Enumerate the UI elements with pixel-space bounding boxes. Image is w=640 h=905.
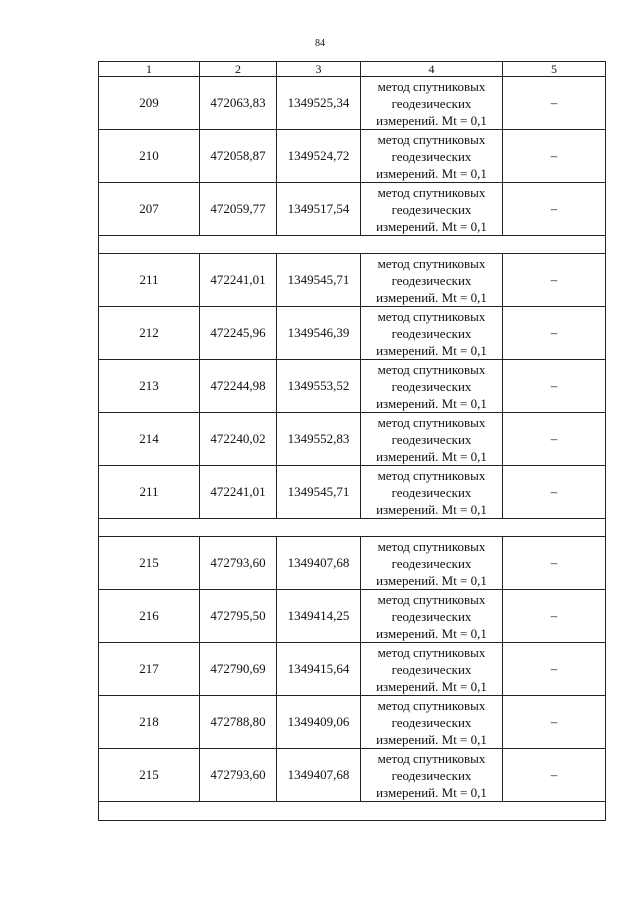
method-line: измерений. Mt = 0,1 <box>376 289 487 305</box>
table-row <box>99 360 606 413</box>
method-line: измерений. Mt = 0,1 <box>376 625 487 641</box>
group-separator-row <box>99 802 606 821</box>
method-line: геодезических <box>391 378 472 394</box>
y-coordinate-cell: 1349553,52 <box>277 360 361 413</box>
method-line: геодезических <box>391 431 472 447</box>
method-line: геодезических <box>391 201 472 217</box>
method-line: измерений. Mt = 0,1 <box>376 678 487 694</box>
method-cell <box>361 307 503 360</box>
note-cell <box>503 413 606 466</box>
dash-mark: – <box>550 431 558 446</box>
method-line: метод спутниковых <box>377 184 486 200</box>
dash-mark: – <box>550 608 558 623</box>
method-line: измерений. Mt = 0,1 <box>376 218 487 234</box>
x-coordinate-cell: 472795,50 <box>200 590 277 643</box>
table-row <box>99 590 606 643</box>
method-line: измерений. Mt = 0,1 <box>376 448 487 464</box>
y-coordinate-cell: 1349409,06 <box>277 696 361 749</box>
point-number-cell: 218 <box>99 696 200 749</box>
method-cell <box>361 643 503 696</box>
x-coordinate-cell: 472241,01 <box>200 466 277 519</box>
dash-mark: – <box>550 95 558 110</box>
dash-mark: – <box>550 325 558 340</box>
note-cell <box>503 590 606 643</box>
table-row <box>99 254 606 307</box>
dash-mark: – <box>550 272 558 287</box>
method-line: геодезических <box>391 555 472 571</box>
header-col-1: 1 <box>99 62 200 77</box>
method-line: геодезических <box>391 95 472 111</box>
header-row <box>99 62 606 77</box>
method-line: метод спутниковых <box>377 644 486 660</box>
method-line: геодезических <box>391 714 472 730</box>
x-coordinate-cell: 472241,01 <box>200 254 277 307</box>
table-row <box>99 130 606 183</box>
y-coordinate-cell: 1349545,71 <box>277 466 361 519</box>
dash-mark: – <box>550 661 558 676</box>
method-line: метод спутниковых <box>377 467 486 483</box>
coordinates-table <box>98 61 606 821</box>
table-row <box>99 307 606 360</box>
note-cell <box>503 537 606 590</box>
note-cell <box>503 749 606 802</box>
point-number-cell: 216 <box>99 590 200 643</box>
point-number-cell: 215 <box>99 749 200 802</box>
x-coordinate-cell: 472063,83 <box>200 77 277 130</box>
x-coordinate-cell: 472788,80 <box>200 696 277 749</box>
note-cell <box>503 307 606 360</box>
y-coordinate-cell: 1349415,64 <box>277 643 361 696</box>
y-coordinate-cell: 1349552,83 <box>277 413 361 466</box>
point-number-cell: 210 <box>99 130 200 183</box>
table-row <box>99 696 606 749</box>
point-number-cell: 211 <box>99 466 200 519</box>
header-col-2: 2 <box>200 62 277 77</box>
method-line: геодезических <box>391 767 472 783</box>
method-line: геодезических <box>391 272 472 288</box>
note-cell <box>503 696 606 749</box>
page-number: 84 <box>315 38 325 49</box>
method-cell <box>361 254 503 307</box>
method-cell <box>361 77 503 130</box>
header-col-4: 4 <box>361 62 503 77</box>
method-line: метод спутниковых <box>377 131 486 147</box>
method-cell <box>361 360 503 413</box>
point-number-cell: 212 <box>99 307 200 360</box>
method-line: измерений. Mt = 0,1 <box>376 112 487 128</box>
method-cell <box>361 413 503 466</box>
group-separator-row <box>99 519 606 537</box>
method-line: метод спутниковых <box>377 538 486 554</box>
dash-mark: – <box>550 555 558 570</box>
x-coordinate-cell: 472790,69 <box>200 643 277 696</box>
method-line: геодезических <box>391 148 472 164</box>
method-cell <box>361 696 503 749</box>
method-cell <box>361 183 503 236</box>
method-line: метод спутниковых <box>377 308 486 324</box>
x-coordinate-cell: 472059,77 <box>200 183 277 236</box>
separator-cell <box>99 236 606 254</box>
method-line: измерений. Mt = 0,1 <box>376 165 487 181</box>
method-line: метод спутниковых <box>377 750 486 766</box>
x-coordinate-cell: 472793,60 <box>200 749 277 802</box>
method-line: измерений. Mt = 0,1 <box>376 784 487 800</box>
method-line: метод спутниковых <box>377 361 486 377</box>
separator-cell <box>99 802 606 821</box>
note-cell <box>503 466 606 519</box>
table-body <box>99 77 606 821</box>
dash-mark: – <box>550 714 558 729</box>
table-row <box>99 537 606 590</box>
point-number-cell: 215 <box>99 537 200 590</box>
dash-mark: – <box>550 201 558 216</box>
table-row <box>99 749 606 802</box>
x-coordinate-cell: 472240,02 <box>200 413 277 466</box>
x-coordinate-cell: 472793,60 <box>200 537 277 590</box>
y-coordinate-cell: 1349517,54 <box>277 183 361 236</box>
table-header <box>99 62 606 77</box>
note-cell <box>503 643 606 696</box>
method-cell <box>361 130 503 183</box>
dash-mark: – <box>550 148 558 163</box>
x-coordinate-cell: 472245,96 <box>200 307 277 360</box>
note-cell <box>503 360 606 413</box>
y-coordinate-cell: 1349546,39 <box>277 307 361 360</box>
point-number-cell: 207 <box>99 183 200 236</box>
method-line: измерений. Mt = 0,1 <box>376 501 487 517</box>
point-number-cell: 214 <box>99 413 200 466</box>
note-cell <box>503 130 606 183</box>
method-line: геодезических <box>391 325 472 341</box>
table-row <box>99 643 606 696</box>
method-line: геодезических <box>391 661 472 677</box>
dash-mark: – <box>550 378 558 393</box>
method-line: измерений. Mt = 0,1 <box>376 572 487 588</box>
y-coordinate-cell: 1349407,68 <box>277 537 361 590</box>
note-cell <box>503 183 606 236</box>
group-separator-row <box>99 236 606 254</box>
method-line: метод спутниковых <box>377 255 486 271</box>
header-col-5: 5 <box>503 62 606 77</box>
method-cell <box>361 466 503 519</box>
method-line: геодезических <box>391 608 472 624</box>
method-line: измерений. Mt = 0,1 <box>376 731 487 747</box>
method-line: метод спутниковых <box>377 414 486 430</box>
method-line: измерений. Mt = 0,1 <box>376 342 487 358</box>
table-row <box>99 183 606 236</box>
dash-mark: – <box>550 484 558 499</box>
y-coordinate-cell: 1349525,34 <box>277 77 361 130</box>
table-row <box>99 413 606 466</box>
dash-mark: – <box>550 767 558 782</box>
y-coordinate-cell: 1349414,25 <box>277 590 361 643</box>
method-line: метод спутниковых <box>377 591 486 607</box>
method-cell <box>361 537 503 590</box>
note-cell <box>503 254 606 307</box>
point-number-cell: 209 <box>99 77 200 130</box>
method-line: измерений. Mt = 0,1 <box>376 395 487 411</box>
note-cell <box>503 77 606 130</box>
method-cell <box>361 590 503 643</box>
x-coordinate-cell: 472244,98 <box>200 360 277 413</box>
table-row <box>99 466 606 519</box>
table-row <box>99 77 606 130</box>
separator-cell <box>99 519 606 537</box>
header-col-3: 3 <box>277 62 361 77</box>
method-line: метод спутниковых <box>377 697 486 713</box>
y-coordinate-cell: 1349545,71 <box>277 254 361 307</box>
point-number-cell: 213 <box>99 360 200 413</box>
point-number-cell: 211 <box>99 254 200 307</box>
method-line: метод спутниковых <box>377 78 486 94</box>
method-cell <box>361 749 503 802</box>
point-number-cell: 217 <box>99 643 200 696</box>
method-line: геодезических <box>391 484 472 500</box>
y-coordinate-cell: 1349524,72 <box>277 130 361 183</box>
y-coordinate-cell: 1349407,68 <box>277 749 361 802</box>
x-coordinate-cell: 472058,87 <box>200 130 277 183</box>
